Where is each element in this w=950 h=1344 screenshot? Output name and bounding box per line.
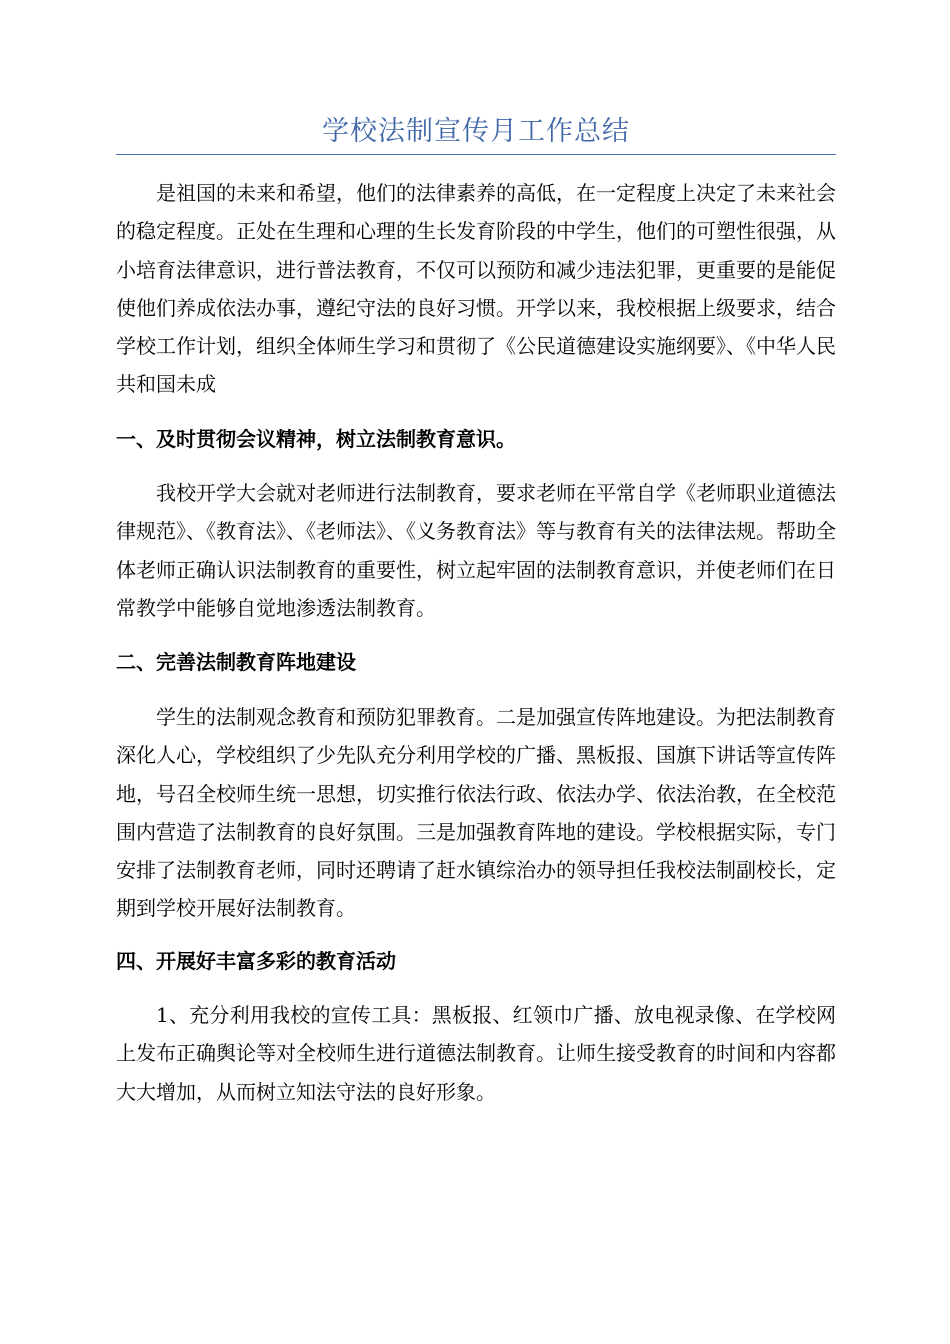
intro-paragraph: 是祖国的未来和希望，他们的法律素养的高低，在一定程度上决定了未来社会的稳定程度。正处在生理和心理的生长发育阶段的中学生，他们的可塑性很强，从小培育法律意识，进行普法教育，不仅可以预防和减少违法犯罪，更重要的是能促使他们养成依法办事，遵纪守法的良好习惯。开学以来，我校根据上级要求，结合学校工作计划，组织全体师生学习和贯彻了《公民道德建设实施纲要》、《中华人民共和国未成 [116,181,836,397]
section-heading-1: 一、及时贯彻会议精神，树立法制教育意识。 [116,427,516,451]
title-underline [116,154,836,155]
section-heading-2: 二、完善法制教育阵地建设 [116,650,356,674]
document-title: 学校法制宣传月工作总结 [322,116,630,147]
section-body-2: 学生的法制观念教育和预防犯罪教育。二是加强宣传阵地建设。为把法制教育深化人心，学校组织了少先队充分利用学校的广播、黑板报、国旗下讲话等宣传阵地，号召全校师生统一思想，切实推行依法行政、依法办学、依法治教，在全校范围内营造了法制教育的良好氛围。三是加强教育阵地的建设。学校根据实际，专门安排了法制教育老师，同时还聘请了赶水镇综治办的领导担任我校法制副校长，定期到学校开展好法制教育。 [116,705,836,921]
section-body-4: 1、充分利用我校的宣传工具：黑板报、红领巾广播、放电视录像、在学校网上发布正确舆论等对全校师生进行道德法制教育。让师生接受教育的时间和内容都大大增加，从而树立知法守法的良好形象。 [116,1003,836,1104]
section-body-1: 我校开学大会就对老师进行法制教育，要求老师在平常自学《老师职业道德法律规范》、《教育法》、《老师法》、《义务教育法》等与教育有关的法律法规。帮助全体老师正确认识法制教育的重要性，树立起牢固的法制教育意识，并使老师们在日常教学中能够自觉地渗透法制教育。 [116,481,836,620]
section-heading-4: 四、开展好丰富多彩的教育活动 [116,949,396,973]
